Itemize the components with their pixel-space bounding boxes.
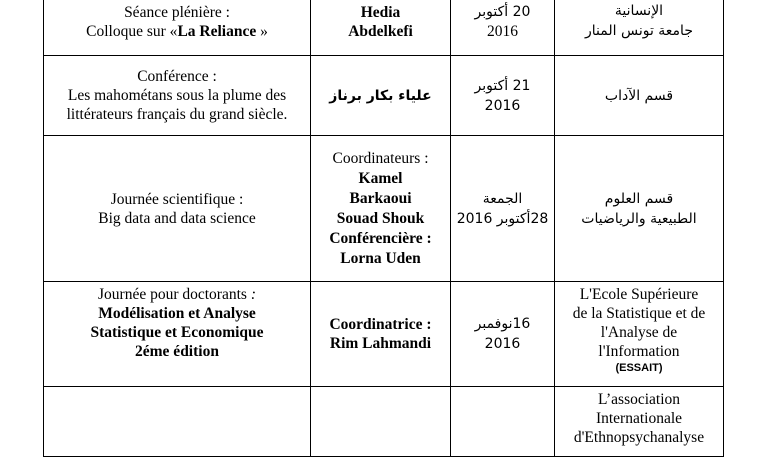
speaker-name: Kamel xyxy=(358,169,403,187)
speaker-name: Rim Lahmandi xyxy=(329,335,432,352)
speaker-cell xyxy=(311,136,451,282)
event-type: Conférence : xyxy=(137,68,217,85)
institution-cell xyxy=(555,0,724,56)
speaker-name: Hedia xyxy=(360,4,401,21)
date-year: 2016 xyxy=(487,23,518,40)
table-row xyxy=(44,56,724,136)
event-cell xyxy=(44,282,311,387)
institution-line: L'Ecole Supérieure xyxy=(579,286,699,303)
speaker-name: Abdelkefi xyxy=(348,23,413,40)
event-type: Séance plénière : xyxy=(124,4,230,21)
speaker-cell xyxy=(311,282,451,387)
date-text: 21 أكتوبر 2016 xyxy=(474,77,531,114)
event-title: littérateurs français du grand siècle. xyxy=(66,106,288,123)
event-edition: 2éme édition xyxy=(135,343,219,360)
date-cell xyxy=(451,282,555,387)
schedule-table xyxy=(43,0,724,457)
institution-cell xyxy=(555,56,724,136)
event-title: Statistique et Economique xyxy=(90,324,264,341)
event-cell xyxy=(44,56,311,136)
institution-line: de la Statistique et de xyxy=(572,305,706,322)
speaker-name: Barkaoui xyxy=(349,189,412,207)
speaker-name: علياء بكار برناز xyxy=(329,87,432,104)
event-type: Journée scientifique : xyxy=(110,190,244,208)
event-cell xyxy=(44,136,311,282)
table-row xyxy=(44,136,724,282)
institution-line: الإنسانية xyxy=(614,3,664,19)
institution-line: قسم الآداب xyxy=(604,87,674,104)
institution-line: الطبيعية والرياضيات xyxy=(581,210,697,227)
speaker-cell xyxy=(311,387,451,457)
speaker-name: Souad Shouk xyxy=(336,209,425,227)
institution-line: جامعة تونس المنار xyxy=(585,23,693,39)
event-cell xyxy=(44,0,311,56)
event-title: Les mahométans sous la plume des xyxy=(67,87,287,104)
table-row xyxy=(44,387,724,457)
date-text: 20 أكتوبر xyxy=(474,4,531,20)
date-text: 16نوفمبر 2016 xyxy=(474,316,531,352)
speaker-label: Conférencière : xyxy=(329,229,432,247)
date-text: الجمعة xyxy=(482,190,523,207)
institution-cell xyxy=(555,136,724,282)
institution-line: l'Analyse de xyxy=(600,324,678,341)
speaker-name: Lorna Uden xyxy=(340,249,421,267)
event-title: Modélisation et Analyse xyxy=(98,305,256,322)
institution-cell xyxy=(555,387,724,457)
institution-line: قسم العلوم xyxy=(604,190,674,207)
event-type: Journée pour doctorants : xyxy=(98,286,256,303)
table-row xyxy=(44,282,724,387)
date-cell xyxy=(451,387,555,457)
date-cell xyxy=(451,0,555,56)
table-row xyxy=(44,0,724,56)
event-cell xyxy=(44,387,311,457)
date-text: 28أكتوبر 2016 xyxy=(456,210,549,227)
institution-line: l'Information xyxy=(598,343,680,360)
date-cell xyxy=(451,56,555,136)
event-title: Colloque sur «La Reliance » xyxy=(86,23,268,40)
speaker-cell xyxy=(311,56,451,136)
institution-line: d'Ethnopsychanalyse xyxy=(573,429,705,446)
institution-line: L’association xyxy=(597,391,681,408)
speaker-cell xyxy=(311,0,451,56)
date-cell xyxy=(451,136,555,282)
speaker-label: Coordinateurs : xyxy=(332,149,429,167)
institution-acronym: (ESSAIT) xyxy=(615,362,663,374)
institution-line: Internationale xyxy=(595,410,683,427)
event-title: Big data and data science xyxy=(98,209,256,227)
institution-cell xyxy=(555,282,724,387)
speaker-label: Coordinatrice : xyxy=(329,316,432,333)
